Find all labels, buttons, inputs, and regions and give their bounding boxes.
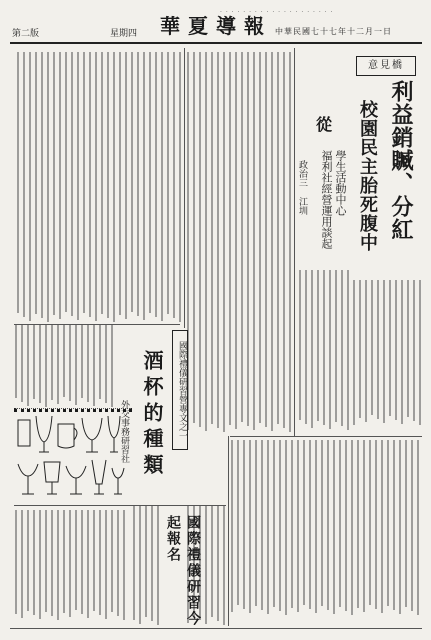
text-line	[15, 510, 17, 614]
page-label: 第二版	[12, 29, 40, 39]
text-line	[375, 440, 377, 609]
text-line	[261, 440, 263, 610]
text-line	[87, 325, 89, 402]
text-line	[277, 52, 279, 424]
body-text-left-mid	[14, 325, 114, 407]
text-line	[27, 325, 29, 406]
text-line	[93, 510, 95, 611]
text-line	[395, 280, 397, 420]
text-line	[105, 325, 107, 403]
text-line	[393, 440, 395, 610]
text-line	[339, 440, 341, 607]
text-line	[309, 440, 311, 609]
text-line	[357, 440, 359, 608]
rule-vertical-2	[228, 436, 229, 626]
text-line	[377, 280, 379, 419]
text-line	[21, 325, 23, 402]
text-line	[63, 510, 65, 613]
text-line	[413, 280, 415, 421]
text-line	[401, 280, 403, 424]
text-line	[235, 52, 237, 429]
text-line	[193, 52, 195, 423]
text-line	[155, 52, 157, 317]
text-line	[75, 510, 77, 610]
text-line	[117, 510, 119, 616]
text-line	[419, 280, 421, 425]
text-line	[47, 52, 49, 322]
text-line	[305, 270, 307, 424]
text-line	[363, 440, 365, 612]
text-line	[365, 280, 367, 422]
text-line	[15, 325, 17, 398]
text-line	[35, 52, 37, 314]
text-line	[131, 52, 133, 312]
text-line	[205, 52, 207, 431]
text-line	[57, 325, 59, 404]
text-line	[405, 440, 407, 607]
text-line	[283, 52, 285, 428]
subhead-a: 學生活動中心	[334, 150, 347, 216]
text-line	[249, 440, 251, 613]
section-title: 酒杯的種類	[140, 350, 164, 480]
text-line	[253, 52, 255, 430]
text-line	[205, 505, 207, 624]
text-line	[323, 270, 325, 425]
text-line	[267, 440, 269, 614]
text-line	[347, 270, 349, 430]
rule-glass-top	[14, 408, 132, 412]
text-line	[99, 510, 101, 615]
body-text-left-lower	[14, 510, 126, 620]
text-line	[291, 440, 293, 608]
text-line	[23, 52, 25, 317]
text-line	[217, 52, 219, 428]
text-line	[217, 505, 219, 621]
text-line	[157, 505, 159, 625]
text-line	[65, 52, 67, 312]
lead-character: 從	[316, 115, 333, 134]
text-line	[329, 270, 331, 429]
text-line	[145, 505, 147, 617]
text-line	[389, 280, 391, 416]
text-line	[285, 440, 287, 615]
text-line	[255, 440, 257, 606]
text-line	[161, 52, 163, 321]
masthead	[10, 6, 422, 44]
text-line	[41, 52, 43, 318]
body-text-right-lower	[230, 440, 420, 615]
section-byline: 外交事務研習社	[119, 400, 129, 463]
text-line	[45, 510, 47, 612]
text-line	[99, 325, 101, 399]
text-line	[303, 440, 305, 605]
text-line	[125, 52, 127, 319]
text-line	[119, 52, 121, 315]
body-text-top-middle	[186, 52, 292, 432]
text-line	[333, 440, 335, 614]
text-line	[327, 440, 329, 610]
text-line	[63, 325, 65, 397]
text-line	[53, 52, 55, 315]
text-line	[223, 505, 225, 625]
text-line	[247, 52, 249, 426]
weekday: 星期四	[110, 29, 138, 39]
text-line	[289, 52, 291, 432]
byline: 政治三 江圳	[297, 160, 307, 215]
text-line	[273, 440, 275, 607]
text-line	[57, 510, 59, 620]
text-line	[137, 52, 139, 316]
text-line	[39, 510, 41, 619]
text-line	[95, 52, 97, 321]
text-line	[341, 270, 343, 426]
text-line	[51, 325, 53, 400]
body-text-center	[128, 505, 160, 625]
text-line	[87, 510, 89, 618]
text-line	[241, 52, 243, 422]
headline-sub: 校園民主胎死腹中	[357, 100, 378, 252]
text-line	[345, 440, 347, 611]
text-line	[211, 505, 213, 617]
text-line	[381, 440, 383, 613]
text-line	[271, 52, 273, 431]
text-line	[133, 505, 135, 620]
text-line	[27, 510, 29, 611]
text-line	[111, 510, 113, 612]
rule-mid	[14, 505, 226, 506]
text-line	[143, 52, 145, 320]
text-line	[149, 52, 151, 313]
text-line	[83, 52, 85, 313]
text-line	[89, 52, 91, 317]
text-line	[369, 440, 371, 605]
text-line	[113, 52, 115, 322]
text-line	[407, 280, 409, 417]
text-line	[81, 325, 83, 398]
text-line	[297, 440, 299, 612]
text-line	[17, 52, 19, 313]
text-line	[33, 325, 35, 399]
rule-vertical-1	[184, 48, 185, 328]
text-line	[387, 440, 389, 606]
body-text-right-top	[350, 280, 422, 425]
text-line	[351, 440, 353, 615]
text-line	[335, 270, 337, 422]
rule-top-left	[14, 324, 180, 325]
text-line	[237, 440, 239, 605]
text-line	[167, 52, 169, 314]
text-line	[371, 280, 373, 415]
text-line	[211, 52, 213, 424]
text-line	[299, 270, 301, 420]
rule-bottom	[10, 628, 422, 629]
text-line	[71, 52, 73, 316]
text-line	[77, 52, 79, 320]
masthead-ornament: · · · · · · · · · · · · · · · · · · · ·	[220, 9, 334, 16]
text-line	[321, 440, 323, 606]
text-line	[353, 280, 355, 425]
text-line	[107, 52, 109, 318]
text-line	[51, 510, 53, 616]
text-line	[69, 510, 71, 617]
body-text-right-mid	[296, 270, 350, 430]
text-line	[383, 280, 385, 423]
text-line	[139, 505, 141, 624]
text-line	[21, 510, 23, 618]
text-line	[151, 505, 153, 621]
text-line	[101, 52, 103, 314]
text-line	[315, 440, 317, 613]
text-line	[243, 440, 245, 609]
text-line	[311, 270, 313, 428]
text-line	[33, 510, 35, 615]
text-line	[111, 325, 113, 407]
text-line	[29, 52, 31, 321]
text-line	[45, 325, 47, 407]
text-line	[69, 325, 71, 401]
text-line	[259, 52, 261, 423]
text-line	[417, 440, 419, 615]
text-line	[279, 440, 281, 611]
text-line	[93, 325, 95, 406]
text-line	[179, 52, 181, 322]
text-line	[75, 325, 77, 405]
text-line	[359, 280, 361, 418]
text-line	[39, 325, 41, 403]
rule-right	[230, 436, 422, 437]
text-line	[59, 52, 61, 319]
rule-vertical-3	[294, 48, 295, 436]
text-line	[173, 52, 175, 318]
text-line	[223, 52, 225, 432]
subhead-b: 福利社經營運用談起	[320, 150, 333, 249]
text-line	[231, 440, 233, 612]
text-line	[105, 510, 107, 619]
text-line	[199, 52, 201, 427]
headline-main: 利益銷贓、分紅	[388, 80, 414, 241]
text-line	[265, 52, 267, 427]
text-line	[123, 510, 125, 620]
column-tag: 意見橋	[356, 56, 416, 76]
paper-title: 華夏導報	[160, 14, 272, 38]
text-line	[399, 440, 401, 614]
text-line	[411, 440, 413, 611]
text-line	[81, 510, 83, 614]
body-text-top-left	[14, 52, 182, 322]
mid-article-title: 國際禮儀研習今起報名	[165, 515, 201, 627]
date-line: 中華民國七十七年十二月一日	[275, 27, 392, 36]
text-line	[229, 52, 231, 425]
text-line	[317, 270, 319, 421]
section-tag: 國際禮儀研習營專文之一	[172, 330, 188, 450]
wine-glasses-illustration	[14, 412, 126, 502]
